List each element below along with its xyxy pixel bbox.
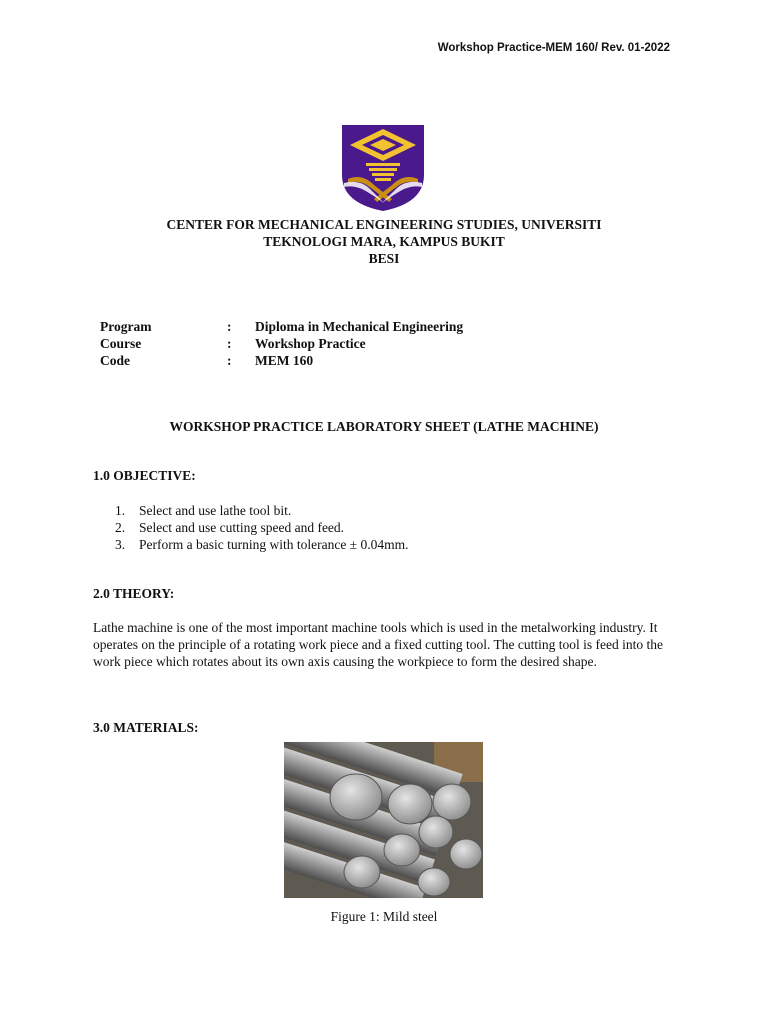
info-row-code bbox=[100, 352, 463, 369]
steel-bars-illustration bbox=[284, 742, 483, 898]
course-info-table bbox=[100, 318, 463, 369]
info-value: MEM 160 bbox=[255, 353, 314, 368]
materials-heading: 3.0 MATERIALS: bbox=[93, 720, 199, 735]
university-crest-logo bbox=[340, 123, 426, 213]
list-item-text: Select and use lathe tool bit. bbox=[139, 503, 292, 518]
objective-list bbox=[115, 502, 408, 553]
theory-heading: 2.0 THEORY: bbox=[93, 586, 175, 601]
info-separator: : bbox=[227, 319, 232, 334]
figure-caption: Figure 1: Mild steel bbox=[330, 909, 438, 924]
info-row-program bbox=[100, 318, 463, 335]
info-separator: : bbox=[227, 353, 232, 368]
list-item-number: 3. bbox=[115, 537, 126, 552]
list-item-number: 2. bbox=[115, 520, 126, 535]
list-item-number: 1. bbox=[115, 503, 126, 518]
info-key: Program bbox=[100, 319, 152, 334]
document-reference: Workshop Practice-MEM 160/ Rev. 01-2022 bbox=[437, 42, 670, 54]
info-key: Course bbox=[100, 336, 142, 351]
info-separator: : bbox=[227, 336, 232, 351]
institution-name bbox=[80, 216, 688, 267]
institution-line: TEKNOLOGI MARA, KAMPUS BUKIT bbox=[263, 234, 505, 249]
list-item-text: Select and use cutting speed and feed. bbox=[139, 520, 345, 535]
sheet-title: WORKSHOP PRACTICE LABORATORY SHEET (LATHE MACHINE) bbox=[169, 419, 599, 434]
list-item bbox=[115, 519, 408, 536]
institution-line: CENTER FOR MECHANICAL ENGINEERING STUDIES, UNIVERSITI bbox=[166, 217, 602, 232]
theory-paragraph: Lathe machine is one of the most important machine tools which is used in the metalworking industry. It operates on the principle of a rotating work piece and a fixed cutting tool. The cutting tool is feed into the work piece which rotates about its own axis causing the workpiece to form the desired shape. bbox=[93, 620, 663, 669]
objective-heading: 1.0 OBJECTIVE: bbox=[93, 468, 196, 483]
list-item bbox=[115, 536, 408, 553]
info-value: Diploma in Mechanical Engineering bbox=[255, 319, 464, 334]
mild-steel-photo bbox=[284, 742, 483, 898]
info-value: Workshop Practice bbox=[255, 336, 366, 351]
institution-line: BESI bbox=[368, 251, 400, 266]
list-item-text: Perform a basic turning with tolerance ± 0.04mm. bbox=[139, 537, 409, 552]
list-item bbox=[115, 502, 408, 519]
info-key: Code bbox=[100, 353, 130, 368]
info-row-course bbox=[100, 335, 463, 352]
